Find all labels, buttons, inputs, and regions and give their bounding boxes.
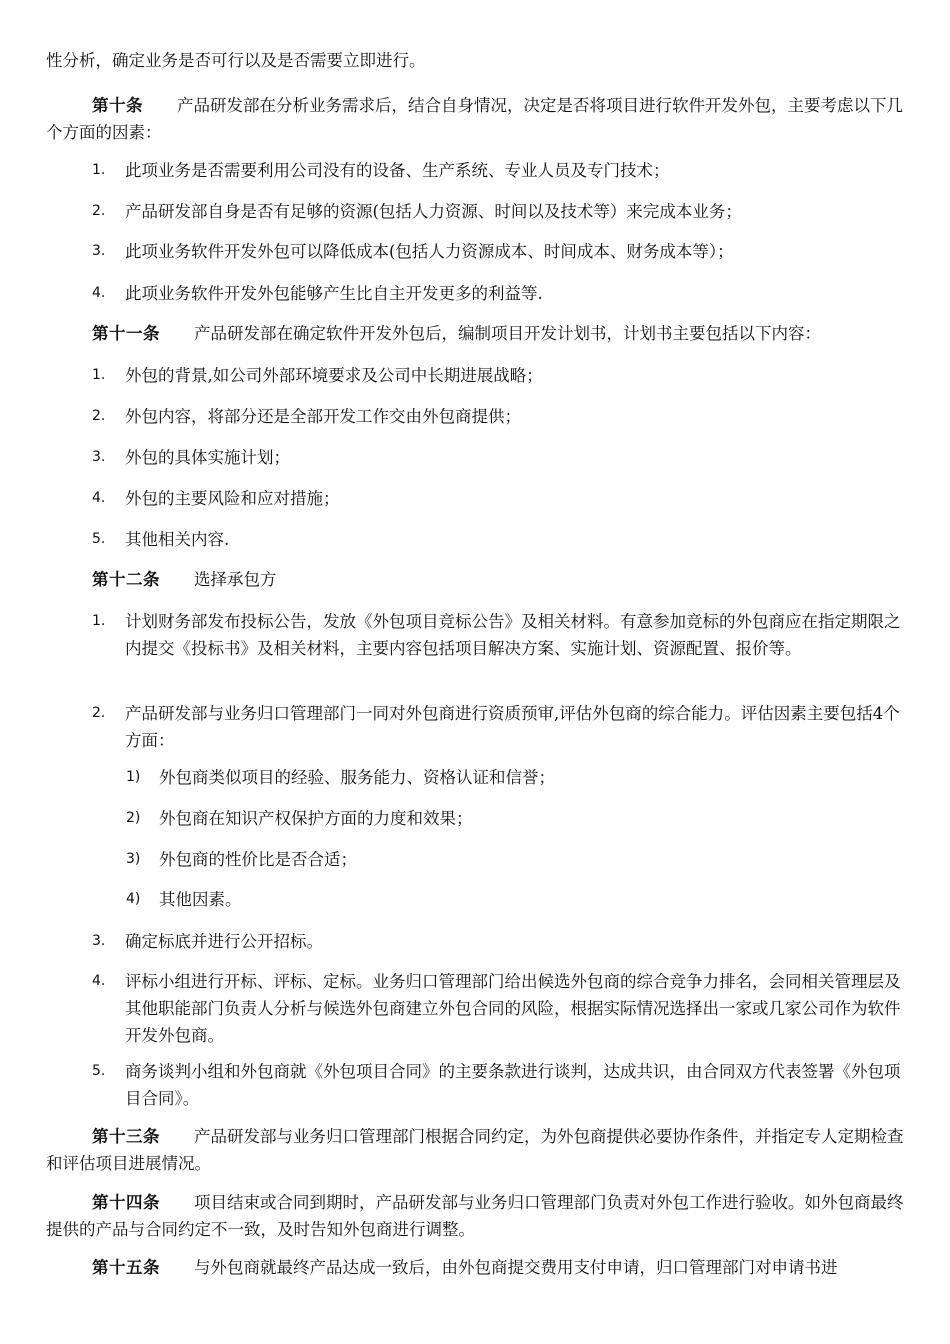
- item-number: 4.: [92, 285, 106, 301]
- item-number: 3.: [92, 933, 106, 949]
- item-text: 商务谈判小组和外包商就《外包项目合同》的主要条款进行谈判，达成共识，由合同双方代表签署《外包项目合同》。: [125, 1062, 901, 1108]
- article-11: [46, 320, 908, 347]
- item-number: 2.: [92, 408, 106, 424]
- item-text: 外包的具体实施计划；: [125, 448, 290, 467]
- item-text: 外包的背景,如公司外部环境要求及公司中长期进展战略；: [125, 366, 543, 385]
- article-12-title: 第十二条: [92, 570, 160, 589]
- article-14: [46, 1189, 908, 1243]
- item-number: 4.: [92, 973, 106, 989]
- sub-item-number: 3): [126, 851, 141, 867]
- item-text: 此项业务软件开发外包可以降低成本(包括人力资源成本、时间成本、财务成本等）；: [125, 242, 734, 261]
- item-number: 1.: [92, 367, 106, 383]
- item-text: 计划财务部发布投标公告，发放《外包项目竞标公告》及相关材料。有意参加竞标的外包商应在指定期限之内提交《投标书》及相关材料，主要内容包括项目解决方案、实施计划、资源配置、报价等。: [125, 612, 901, 658]
- sub-item-number: 1): [126, 769, 141, 785]
- article-10-body: 产品研发部在分析业务需求后，结合自身情况，决定是否将项目进行软件开发外包，主要考虑以下几个方面的因素：: [46, 96, 903, 142]
- item-text: 产品研发部自身是否有足够的资源(包括人力资源、时间以及技术等）来完成本业务；: [125, 202, 742, 221]
- item-number: 2.: [92, 203, 106, 219]
- item-text: 外包内容，将部分还是全部开发工作交由外包商提供；: [125, 407, 521, 426]
- item-number: 1.: [92, 613, 106, 629]
- sub-item-text: 外包商的性价比是否合适；: [159, 850, 357, 869]
- item-number: 1.: [92, 162, 106, 178]
- article-12: [46, 566, 908, 593]
- item-text: 产品研发部与业务归口管理部门一同对外包商进行资质预审,评估外包商的综合能力。评估因素主要包括4个方面：: [125, 704, 900, 750]
- article-14-title: 第十四条: [92, 1193, 160, 1212]
- article-15-title: 第十五条: [92, 1258, 160, 1277]
- article-13: [46, 1123, 908, 1177]
- item-text: 外包的主要风险和应对措施；: [125, 489, 340, 508]
- article-13-title: 第十三条: [92, 1127, 160, 1146]
- sub-item-text: 外包商在知识产权保护方面的力度和效果；: [159, 809, 473, 828]
- item-text: 此项业务软件开发外包能够产生比自主开发更多的利益等.: [125, 284, 543, 303]
- sub-item-number: 2): [126, 810, 141, 826]
- item-number: 5.: [92, 531, 106, 547]
- intro-line: 性分析，确定业务是否可行以及是否需要立即进行。: [46, 51, 426, 70]
- item-number: 3.: [92, 449, 106, 465]
- article-11-body: 产品研发部在确定软件开发外包后，编制项目开发计划书，计划书主要包括以下内容：: [194, 324, 821, 343]
- item-number: 2.: [92, 705, 106, 721]
- sub-item-text: 外包商类似项目的经验、服务能力、资格认证和信誉；: [159, 768, 555, 787]
- article-14-body: 项目结束或合同到期时，产品研发部与业务归口管理部门负责对外包工作进行验收。如外包商最终提供的产品与合同约定不一致，及时告知外包商进行调整。: [46, 1193, 904, 1239]
- item-text: 其他相关内容.: [125, 530, 230, 549]
- item-text: 此项业务是否需要利用公司没有的设备、生产系统、专业人员及专门技术；: [125, 161, 670, 180]
- article-11-title: 第十一条: [92, 324, 160, 343]
- article-12-body: 选择承包方: [194, 570, 277, 589]
- article-10-title: 第十条: [92, 96, 143, 115]
- item-number: 4.: [92, 490, 106, 506]
- article-15: [46, 1254, 908, 1281]
- sub-item-text: 其他因素。: [159, 890, 242, 909]
- article-10: [46, 92, 908, 146]
- article-13-body: 产品研发部与业务归口管理部门根据合同约定，为外包商提供必要协作条件，并指定专人定期检查和评估项目进展情况。: [46, 1127, 904, 1173]
- item-text: 评标小组进行开标、评标、定标。业务归口管理部门给出候选外包商的综合竞争力排名，会同相关管理层及其他职能部门负责人分析与候选外包商建立外包合同的风险，根据实际情况选择出一家或几家公司作为软件开发外包商。: [125, 972, 901, 1045]
- item-number: 3.: [92, 243, 106, 259]
- sub-item-number: 4): [126, 891, 141, 907]
- item-number: 5.: [92, 1063, 106, 1079]
- article-15-body: 与外包商就最终产品达成一致后，由外包商提交费用支付申请，归口管理部门对申请书进: [194, 1258, 838, 1277]
- item-text: 确定标底并进行公开招标。: [125, 932, 323, 951]
